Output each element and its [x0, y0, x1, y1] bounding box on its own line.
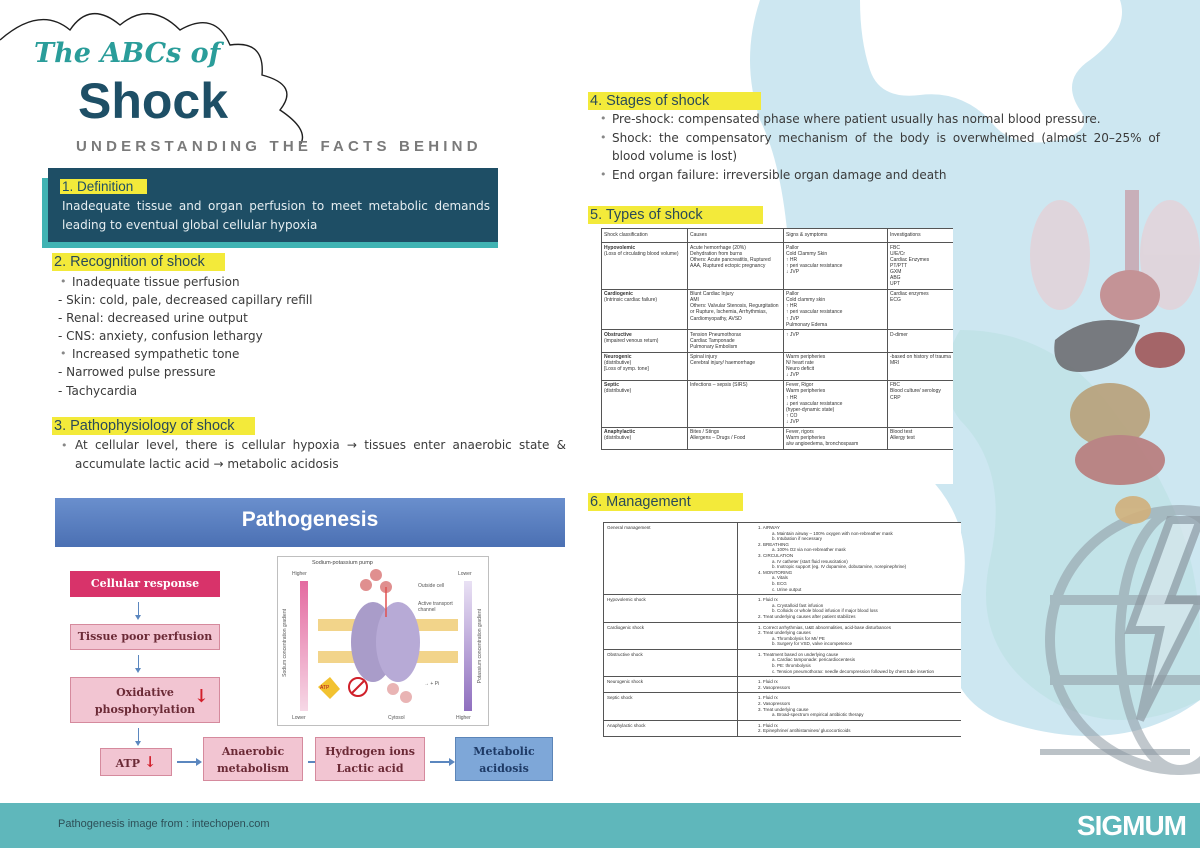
management-step: b. ECG — [772, 580, 787, 586]
types-heading: 5. Types of shock — [588, 206, 763, 224]
management-step: b. Colloids or whole blood infusion if major blood loss — [772, 608, 878, 614]
pump-higher-right: Higher — [456, 715, 471, 721]
management-step: b. Surgery for VSD, valve incompetence — [772, 641, 853, 647]
shock-class-sub: (distributive) — [604, 435, 632, 442]
arrow-1: → — [346, 438, 357, 452]
pump-higher-left: Higher — [292, 571, 307, 577]
types-signs-cell: Fever, Rigor Warm peripheries ↑ HR ↓ peri vascular resistance (hyper-dynamic state) ↑ CO ↓ JVP — [784, 380, 888, 427]
shock-class-cell — [602, 289, 688, 330]
types-signs-cell: Pallor Cold clammy skin ↑ HR ↑ peri vascular resistance ↑ JVP Pulmonary Edema — [784, 289, 888, 330]
management-row — [604, 720, 962, 736]
management-row — [604, 523, 962, 595]
types-inv-cell: D-dimer — [888, 330, 954, 352]
figure-title: Pathogenesis — [241, 508, 379, 531]
pump-outside-cell: Outside cell — [418, 583, 445, 589]
management-step: a. Cardiac tamponade: pericardiocentesis — [772, 657, 856, 663]
atp-box — [100, 748, 172, 776]
recognition-item: • Inadequate tissue perfusion — [58, 273, 538, 291]
management-table — [603, 522, 961, 737]
shock-class-sub: (Intrinsic cardiac failure) — [604, 297, 658, 304]
management-step: 3. Treat underlying cause — [758, 706, 809, 712]
pump-pi: → + Pi — [424, 681, 440, 687]
shock-class-name: Obstructive — [604, 331, 632, 338]
arrow-down-1 — [138, 602, 139, 616]
types-signs-cell: Fever, rigors Warm peripheries a/w angioedema, bronchospasm — [784, 427, 888, 449]
shock-class-sub: (Loss of circulating blood volume) — [604, 250, 679, 257]
oxidative-label-2: phosphorylation — [94, 703, 196, 716]
management-step: 2. Epinephrine/ antihistamines/ glucocorticoids — [758, 728, 851, 734]
metabolic-acidosis-box — [455, 737, 553, 781]
shock-class-cell — [602, 352, 688, 380]
management-label-cell: Cardiogenic shock — [604, 622, 738, 649]
recognition-item: • Increased sympathetic tone — [58, 345, 538, 363]
management-step: b. PE: thrombolysis — [772, 663, 811, 669]
management-steps-cell — [738, 677, 962, 693]
types-table-container — [601, 228, 953, 484]
types-header-row — [602, 229, 954, 243]
shock-class-sub: (distributive) [Loss of symp. tone] — [604, 360, 649, 373]
oxidative-box — [70, 677, 220, 723]
management-label-cell: Septic shock — [604, 693, 738, 720]
pump-lower-left: Lower — [292, 715, 306, 721]
types-causes-cell: Infections – sepsis (SIRS) — [688, 380, 784, 427]
shock-class-name: Cardiogenic — [604, 291, 633, 298]
types-row — [602, 427, 954, 449]
types-causes-cell: Spinal injury Cerebral injury/ haemorrhage — [688, 352, 784, 380]
types-inv-cell: FBC Blood culture/ serology CRP — [888, 380, 954, 427]
tissue-perfusion-box: Tissue poor perfusion — [70, 624, 220, 650]
management-table-container — [603, 522, 961, 790]
management-step: 1. Treatment based on underlying cause — [758, 651, 839, 657]
types-inv-cell: Cardiac enzymes ECG — [888, 289, 954, 330]
anaerobic-label-2: metabolism — [216, 762, 290, 775]
management-label-cell: Neurogenic shock — [604, 677, 738, 693]
types-row — [602, 289, 954, 330]
recognition-heading: 2. Recognition of shock — [52, 253, 225, 271]
recognition-item: - Skin: cold, pale, decreased capillary refill — [58, 293, 313, 308]
types-signs-cell: Warm peripheries N/ heart rate Neuro deficit ↓ JVP — [784, 352, 888, 380]
management-label-cell: Anaphylactic shock — [604, 720, 738, 736]
types-causes-cell: Tension Pneumothorax Cardiac Tamponade Pulmonary Embolism — [688, 330, 784, 352]
pump-atp: ATP — [320, 685, 330, 691]
arrow-right-3 — [430, 761, 450, 763]
recognition-list — [58, 273, 538, 400]
stages-heading: 4. Stages of shock — [588, 92, 761, 110]
pathogenesis-figure — [55, 498, 565, 788]
metabolic-label-2: acidosis — [479, 762, 529, 775]
types-signs-cell: ↑ JVP — [784, 330, 888, 352]
pathophysiology-text — [58, 436, 566, 474]
sodium-gradient-label: Sodium concentration gradient — [282, 609, 288, 677]
management-body — [604, 523, 962, 737]
oxidative-down-arrow: ↓ — [193, 686, 209, 707]
stage-item: • Pre-shock: compensated phase where patient usually has normal blood pressure. — [598, 110, 1160, 129]
management-step: 2. Vasopressors — [758, 701, 791, 707]
shock-class-cell — [602, 380, 688, 427]
patho-text-c: metabolic acidosis — [223, 457, 339, 471]
types-causes-cell: Acute hemorrhage (20%) Dehydration from burns Others: Acute pancreatitis, Ruptured AAA, Ruptured ectopic pregnancy — [688, 243, 784, 290]
management-step: 1. AIRWAY — [758, 525, 780, 530]
management-step: 1. Fluid rx — [758, 679, 778, 685]
management-step: 2. Vasopressors — [758, 684, 791, 690]
types-causes-cell: Blunt Cardiac Injury AMI Others: Valvular Stenosis, Regurgitation or Rupture, Ischemia, Arrhythmias, Cardiomyopathy, AVSD — [688, 289, 784, 330]
arrow-down-2 — [138, 655, 139, 669]
management-step: 3. CIRCULATION — [758, 552, 794, 558]
definition-text: Inadequate tissue and organ perfusion to meet metabolic demands leading to eventual global cellular hypoxia — [62, 199, 490, 232]
types-causes-cell: Bites / Stings Allergens – Drugs / Food — [688, 427, 784, 449]
management-step: 1. Fluid rx — [758, 597, 778, 603]
management-step: a. 100% O2 via non-rebreather mask — [772, 547, 846, 553]
types-table — [601, 228, 953, 450]
management-step: 2. BREATHING — [758, 541, 789, 547]
arrow-2: → — [213, 457, 224, 471]
stage-item: • End organ failure: irreversible organ damage and death — [598, 166, 1160, 185]
image-credit: Pathogenesis image from : intechopen.com — [58, 818, 270, 830]
types-column-header: Investigations — [888, 229, 954, 243]
recognition-item: - Renal: decreased urine output — [58, 311, 248, 326]
management-step: c. Urine output — [772, 586, 802, 592]
atp-label: ATP — [115, 757, 140, 770]
types-inv-cell: Blood test Allergy test — [888, 427, 954, 449]
management-step: a. Maintain airway – 100% oxygen with non-rebreather mask — [772, 530, 893, 536]
types-inv-cell: -based on history of trauma MRI — [888, 352, 954, 380]
management-row — [604, 595, 962, 622]
management-label-cell: General management — [604, 523, 738, 595]
patho-text-b: tissues enter anaerobic state & accumulate lactic acid — [75, 438, 566, 471]
anaerobic-box — [203, 737, 303, 781]
figure-banner — [55, 498, 565, 547]
types-row — [602, 330, 954, 352]
management-steps-cell — [738, 595, 962, 622]
script-title: The ABCs of — [34, 38, 221, 69]
recognition-item: - Narrowed pulse pressure — [58, 365, 216, 380]
management-step: a. Thrombolysis for MI/ PE — [772, 635, 825, 641]
management-label-cell: Hypovolemic shock — [604, 595, 738, 622]
pump-cytosol: Cytosol — [388, 715, 405, 721]
cellular-response-box: Cellular response — [70, 571, 220, 597]
shock-class-sub: (impaired venous return) — [604, 337, 659, 344]
management-step: c. Tension pneumothorax: needle decompression followed by chest tube insertion — [772, 668, 935, 674]
management-step: 2. Treat underlying causes — [758, 630, 811, 636]
sodium-potassium-pump-diagram — [277, 556, 489, 726]
recognition-item: - Tachycardia — [58, 383, 138, 398]
arrow-down-3 — [138, 728, 139, 742]
page-subtitle: UNDERSTANDING THE FACTS BEHIND — [76, 138, 482, 155]
types-inv-cell: FBC U/E/Cr Cardiac Enzymes PT/PTT GXM ABG UPT — [888, 243, 954, 290]
shock-class-name: Neurogenic — [604, 354, 632, 360]
definition-heading: 1. Definition — [60, 179, 147, 194]
hydrogen-label-1: Hydrogen ions — [325, 745, 415, 758]
shock-class-name: Septic — [604, 382, 620, 389]
anaerobic-label-1: Anaerobic — [221, 745, 285, 758]
shock-class-name: Anaphylactic — [604, 429, 636, 436]
management-step: b. Intubation if necessary — [772, 536, 823, 542]
shock-class-cell — [602, 330, 688, 352]
management-step: 4. MONITORING — [758, 569, 793, 575]
management-step: a. Crystalloid fast infusion — [772, 602, 824, 608]
management-steps-cell — [738, 649, 962, 676]
pump-title: Sodium-potassium pump — [312, 560, 373, 566]
pump-graphic — [278, 557, 490, 727]
types-signs-cell: Pallor Cold Clammy Skin ↑ HR ↑ peri vascular resistance ↓ JVP — [784, 243, 888, 290]
management-steps-cell — [738, 622, 962, 649]
management-row — [604, 649, 962, 676]
types-column-header: Signs & symptoms — [784, 229, 888, 243]
metabolic-label-1: Metabolic — [473, 745, 535, 758]
shock-class-sub: (distributive) — [604, 388, 632, 395]
arrow-right-1 — [177, 761, 197, 763]
patho-text-a: At cellular level, there is cellular hypoxia — [75, 438, 347, 452]
types-column-header: Causes — [688, 229, 784, 243]
stages-list — [598, 110, 1160, 184]
management-step: b. Inotropic support (eg. IV dopamine, dobutamine, norepinephrine) — [772, 564, 907, 570]
management-row — [604, 693, 962, 720]
management-steps-cell — [738, 523, 962, 595]
page-title: Shock — [78, 73, 229, 129]
shock-class-cell — [602, 427, 688, 449]
shock-class-name: Hypovolemic — [604, 244, 636, 251]
types-row — [602, 243, 954, 290]
management-step: 2. Treat underlying causes after patient stabilizes — [758, 613, 856, 619]
types-column-header: Shock classification — [602, 229, 688, 243]
management-step: 1. Correct arrhythmias, U&E abnormalities, acid-base disturbances — [758, 624, 892, 630]
management-row — [604, 622, 962, 649]
management-steps-cell — [738, 720, 962, 736]
management-step: 1. Fluid rx — [758, 722, 778, 728]
recognition-item: - CNS: anxiety, confusion lethargy — [58, 329, 263, 344]
hydrogen-label-2: Lactic acid — [336, 762, 404, 775]
hydrogen-box — [315, 737, 425, 781]
management-label-cell: Obstructive shock — [604, 649, 738, 676]
atp-down-arrow: ↓ — [143, 753, 157, 771]
management-row — [604, 677, 962, 693]
management-step: a. Vitals — [772, 575, 788, 581]
management-step: 1. Fluid rx — [758, 695, 778, 701]
stage-item: • Shock: the compensatory mechanism of the body is overwhelmed (almost 20–25% of blood volume is lost) — [598, 129, 1160, 166]
management-step: a. Broad-spectrum empirical antibiotic therapy — [772, 712, 864, 718]
pump-active-transport: Active transport channel — [418, 601, 453, 613]
management-step: a. IV catheter (start fluid resuscitation) — [772, 558, 848, 564]
shock-class-cell — [602, 243, 688, 290]
types-body — [602, 243, 954, 450]
types-row — [602, 380, 954, 427]
definition-box — [48, 168, 498, 242]
sigmum-logo: SIGMUM — [1076, 810, 1186, 841]
pathophysiology-heading: 3. Pathophysiology of shock — [52, 417, 255, 435]
oxidative-label-1: Oxidative — [116, 686, 174, 699]
pump-lower-right: Lower — [458, 571, 472, 577]
potassium-gradient-label: Potassium concentration gradient — [477, 609, 483, 684]
types-row — [602, 352, 954, 380]
management-heading: 6. Management — [588, 493, 743, 511]
management-steps-cell — [738, 693, 962, 720]
